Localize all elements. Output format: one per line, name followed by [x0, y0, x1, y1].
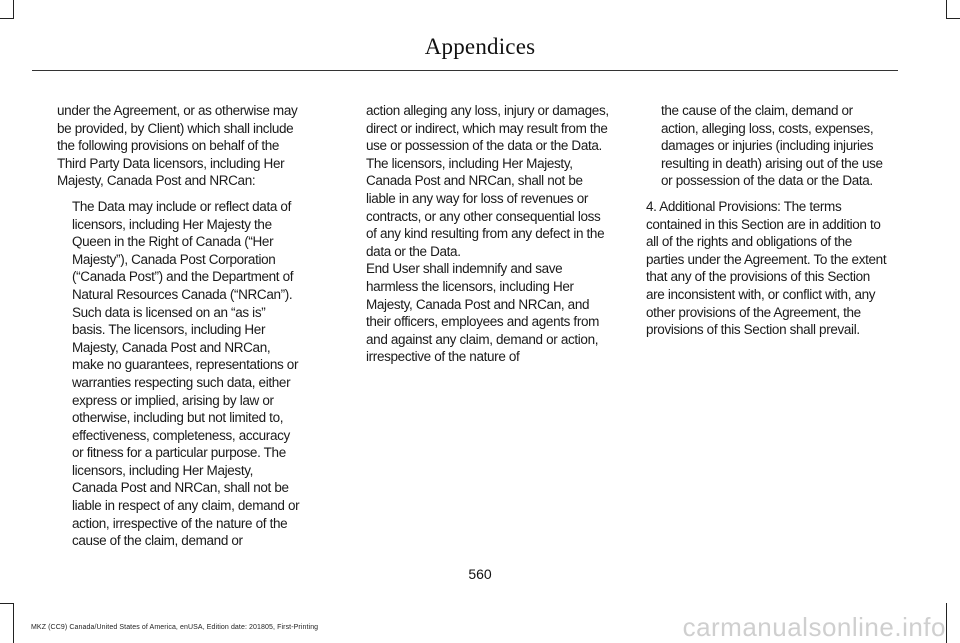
crop-mark-bottom-left-vertical — [13, 603, 14, 643]
paragraph-additional-provisions: 4. Additional Provisions: The terms contained in this Section are in addition to all of the rights and obligations of the parties under the Agreement. To the extent that any of the provisions of this Section are inconsistent with, or conflict with, any other provisions of the Agreement, the provisions of this Section shall prevail. — [646, 198, 887, 338]
paragraph-intro: under the Agreement, or as otherwise may be provided, by Client) which shall include the following provisions on behalf of the Third Party Data licensors, including Her Majesty, Canada Post and NRCan: — [57, 103, 298, 189]
crop-mark-bottom-right-vertical — [946, 603, 947, 643]
edition-footer: MKZ (CC9) Canada/United States of America, enUSA, Edition date: 201805, First-Printing — [31, 624, 319, 631]
crop-mark-top-right-vertical — [946, 0, 947, 18]
paragraph-claim-continuation: the cause of the claim, demand or action, alleging loss, costs, expenses, damages or injuries (including injuries resulting in death) arising out of the use or possession of the data or the Data. — [661, 103, 883, 189]
text-column-2 — [366, 102, 610, 366]
crop-mark-top-left-horizontal — [0, 18, 14, 19]
text-column-1 — [57, 102, 301, 550]
watermark: carmanualsonline.info — [682, 612, 946, 642]
text-column-3 — [646, 102, 890, 339]
paragraph-licensor-terms: The Data may include or reflect data of licensors, including Her Majesty the Queen in the Right of Canada (“Her Majesty”), Canada Post Corporation (“Canada Post”) and the Department of Natural Resources Canada (“NRCan”). Such data is licensed on an “as is” basis. The licensors, including Her Majesty, Canada Post and NRCan, make no guarantees, representations or warranties respecting such data, either express or implied, arising by law or otherwise, including but not limited to, effectiveness, completeness, accuracy or fitness for a particular purpose. The licensors, including Her Majesty, Canada Post and NRCan, shall not be liable in respect of any claim, demand or action, irrespective of the nature of the cause of the claim, demand or — [72, 198, 300, 549]
paragraph-indemnify: End User shall indemnify and save harmless the licensors, including Her Majesty, Canada Post and NRCan, and their officers, employees and agents from and against any claim, demand or action, irrespective of the nature of — [366, 261, 600, 365]
crop-mark-bottom-left-horizontal — [0, 603, 14, 604]
page-title: Appendices — [424, 34, 536, 59]
page-number: 560 — [468, 566, 492, 582]
crop-mark-top-left-vertical — [13, 0, 14, 18]
crop-mark-top-right-horizontal — [946, 18, 960, 19]
header-rule — [32, 70, 898, 71]
paragraph-liability: action alleging any loss, injury or damages, direct or indirect, which may result from the use or possession of the data or the Data. The licensors, including Her Majesty, Canada Post and NRCan, shall not be liable in any way for loss of revenues or contracts, or any other consequential loss of any kind resulting from any defect in the data or the Data. — [366, 103, 609, 259]
